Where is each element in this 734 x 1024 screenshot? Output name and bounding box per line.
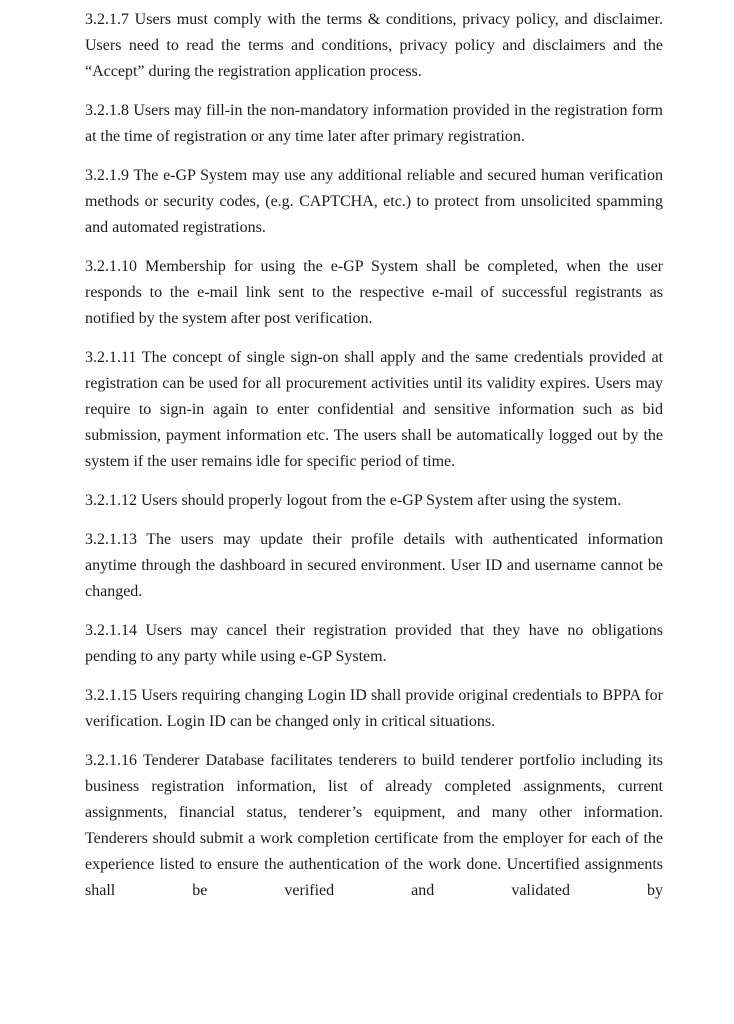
paragraph-number: 3.2.1.13	[85, 531, 137, 548]
paragraph	[85, 488, 663, 514]
paragraph-text: The concept of single sign-on shall apply and the same credentials provided at registration can be used for all procurement activities until its validity expires. Users may require to sign-in again to enter confidential and sensitive information such as bid submission, payment information etc. The users shall be automatically logged out by the system if the user remains idle for specific period of time.	[85, 349, 663, 470]
paragraph	[85, 7, 663, 85]
paragraph	[85, 345, 663, 475]
paragraph	[85, 527, 663, 605]
paragraph	[85, 163, 663, 241]
paragraph-text: Users may fill-in the non-mandatory information provided in the registration form at the time of registration or any time later after primary registration.	[85, 102, 664, 145]
paragraph	[85, 254, 663, 332]
paragraph	[85, 98, 663, 150]
paragraph	[85, 683, 663, 735]
paragraph-text: Users may cancel their registration provided that they have no obligations pending to any party while using e-GP System.	[85, 622, 664, 665]
paragraph	[85, 618, 663, 670]
paragraph-number: 3.2.1.12	[85, 492, 137, 509]
paragraph-number: 3.2.1.15	[85, 687, 137, 704]
paragraph-text: Users must comply with the terms & conditions, privacy policy, and disclaimer. Users need to read the terms and conditions, privacy policy and disclaimers and the “Accept” during the registration application process.	[85, 11, 664, 80]
paragraph-number: 3.2.1.16	[85, 752, 137, 769]
paragraph-text: The e-GP System may use any additional reliable and secured human verification methods or security codes, (e.g. CAPTCHA, etc.) to protect from unsolicited spamming and automated registrations.	[85, 167, 663, 236]
paragraph-number: 3.2.1.10	[85, 258, 137, 275]
paragraph-text: Users requiring changing Login ID shall provide original credentials to BPPA for verification. Login ID can be changed only in critical situations.	[85, 687, 664, 730]
paragraph-number: 3.2.1.9	[85, 167, 129, 184]
paragraph-number: 3.2.1.8	[85, 102, 129, 119]
paragraph-number: 3.2.1.14	[85, 622, 137, 639]
paragraph-text: Membership for using the e-GP System shall be completed, when the user responds to the e-mail link sent to the respective e-mail of successful registrants as notified by the system after post verification.	[85, 258, 664, 327]
paragraph-text: The users may update their profile details with authenticated information anytime through the dashboard in secured environment. User ID and username cannot be changed.	[85, 531, 663, 600]
paragraph-text: Tenderer Database facilitates tenderers to build tenderer portfolio including its business registration information, list of already completed assignments, current assignments, financial status, tenderer’s equipment, and many other information. Tenderers should submit a work completion certificate from the employer for each of the experience listed to ensure the authentication of the work done. Uncertified assignments shall be verified and validated by	[85, 752, 664, 899]
paragraph-number: 3.2.1.7	[85, 11, 129, 28]
paragraph-number: 3.2.1.11	[85, 349, 137, 366]
paragraph-text: Users should properly logout from the e-GP System after using the system.	[141, 492, 622, 509]
paragraph	[85, 748, 663, 904]
